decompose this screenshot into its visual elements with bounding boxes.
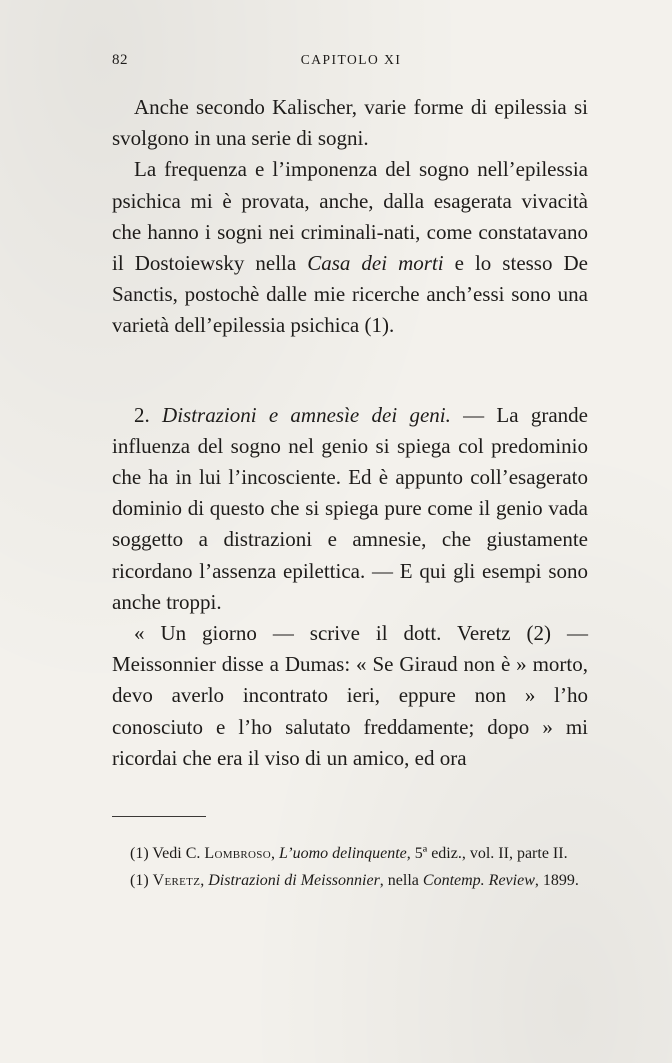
- paragraph-kalischer: [112, 92, 588, 154]
- footnote-text: ,: [200, 872, 209, 889]
- journal-title: Contemp. Review: [422, 872, 535, 889]
- footnote-text: , 1899.: [534, 872, 579, 889]
- author-name: Veretz: [152, 872, 201, 889]
- article-title: Distrazioni di Meissonnier: [208, 872, 380, 889]
- footnotes: [112, 842, 588, 896]
- body-text: [112, 92, 588, 774]
- author-name: Lombroso: [204, 845, 271, 862]
- paragraph-frequenza: [112, 154, 588, 341]
- book-title-casa-dei-morti: Casa dei morti: [307, 251, 444, 276]
- footnote-text: , 5ª ediz., vol. II, parte II.: [406, 845, 568, 862]
- footnote-2: [112, 869, 588, 893]
- section-title: Distrazioni e amnesìe dei geni.: [162, 402, 451, 427]
- paragraph-text: e lo stesso De Sanctis, postochè dalle mie ricerche anch’essi sono una varietà dell’epilessia psichica (1).: [112, 251, 588, 338]
- page-header: [112, 52, 590, 76]
- page-number: 82: [112, 52, 128, 68]
- paragraph-quote-meissonnier: [112, 618, 588, 774]
- footnote-text: , nella: [379, 872, 423, 889]
- paragraph-section-2: [112, 400, 588, 618]
- paragraph-text: Anche secondo Kalischer, varie forme di epilessia si svolgono in una serie di sogni.: [112, 95, 588, 151]
- book-title: L’uomo delinquente: [278, 845, 407, 862]
- section-number: 2.: [134, 402, 163, 427]
- footnote-divider: [112, 816, 206, 817]
- footnote-marker: (1) Vedi C.: [130, 845, 205, 862]
- footnote-marker: (1): [130, 872, 153, 889]
- paragraph-text: La frequenza e l’imponenza del sogno nell’epilessia psichica mi è provata, anche, dalla esagerata vivacità che hanno i sogni nei criminali-nati, come constatavano il Dostoiewsky nella: [112, 157, 588, 276]
- paragraph-text: — La grande influenza del sogno nel genio si spiega col predominio che ha in lui l’incosciente. Ed è appunto coll’esagerato dominio di questo che si spiega pure come il genio vada soggetto a distrazioni e amnesie, che giustamente ricordano l’assenza epilettica. — E qui gli esempi sono anche troppi.: [112, 402, 588, 614]
- running-head: CAPITOLO XI: [300, 52, 402, 67]
- footnote-1: [112, 842, 588, 866]
- footnote-text: ,: [270, 845, 279, 862]
- paragraph-text: « Un giorno — scrive il dott. Veretz (2) — Meissonnier disse a Dumas: « Se Giraud non è » morto, devo averlo incontrato ieri, eppure non » l’ho conosciuto e l’ho salutato freddamente; dopo » mi ricordai che era il viso di un amico, ed ora: [112, 621, 588, 770]
